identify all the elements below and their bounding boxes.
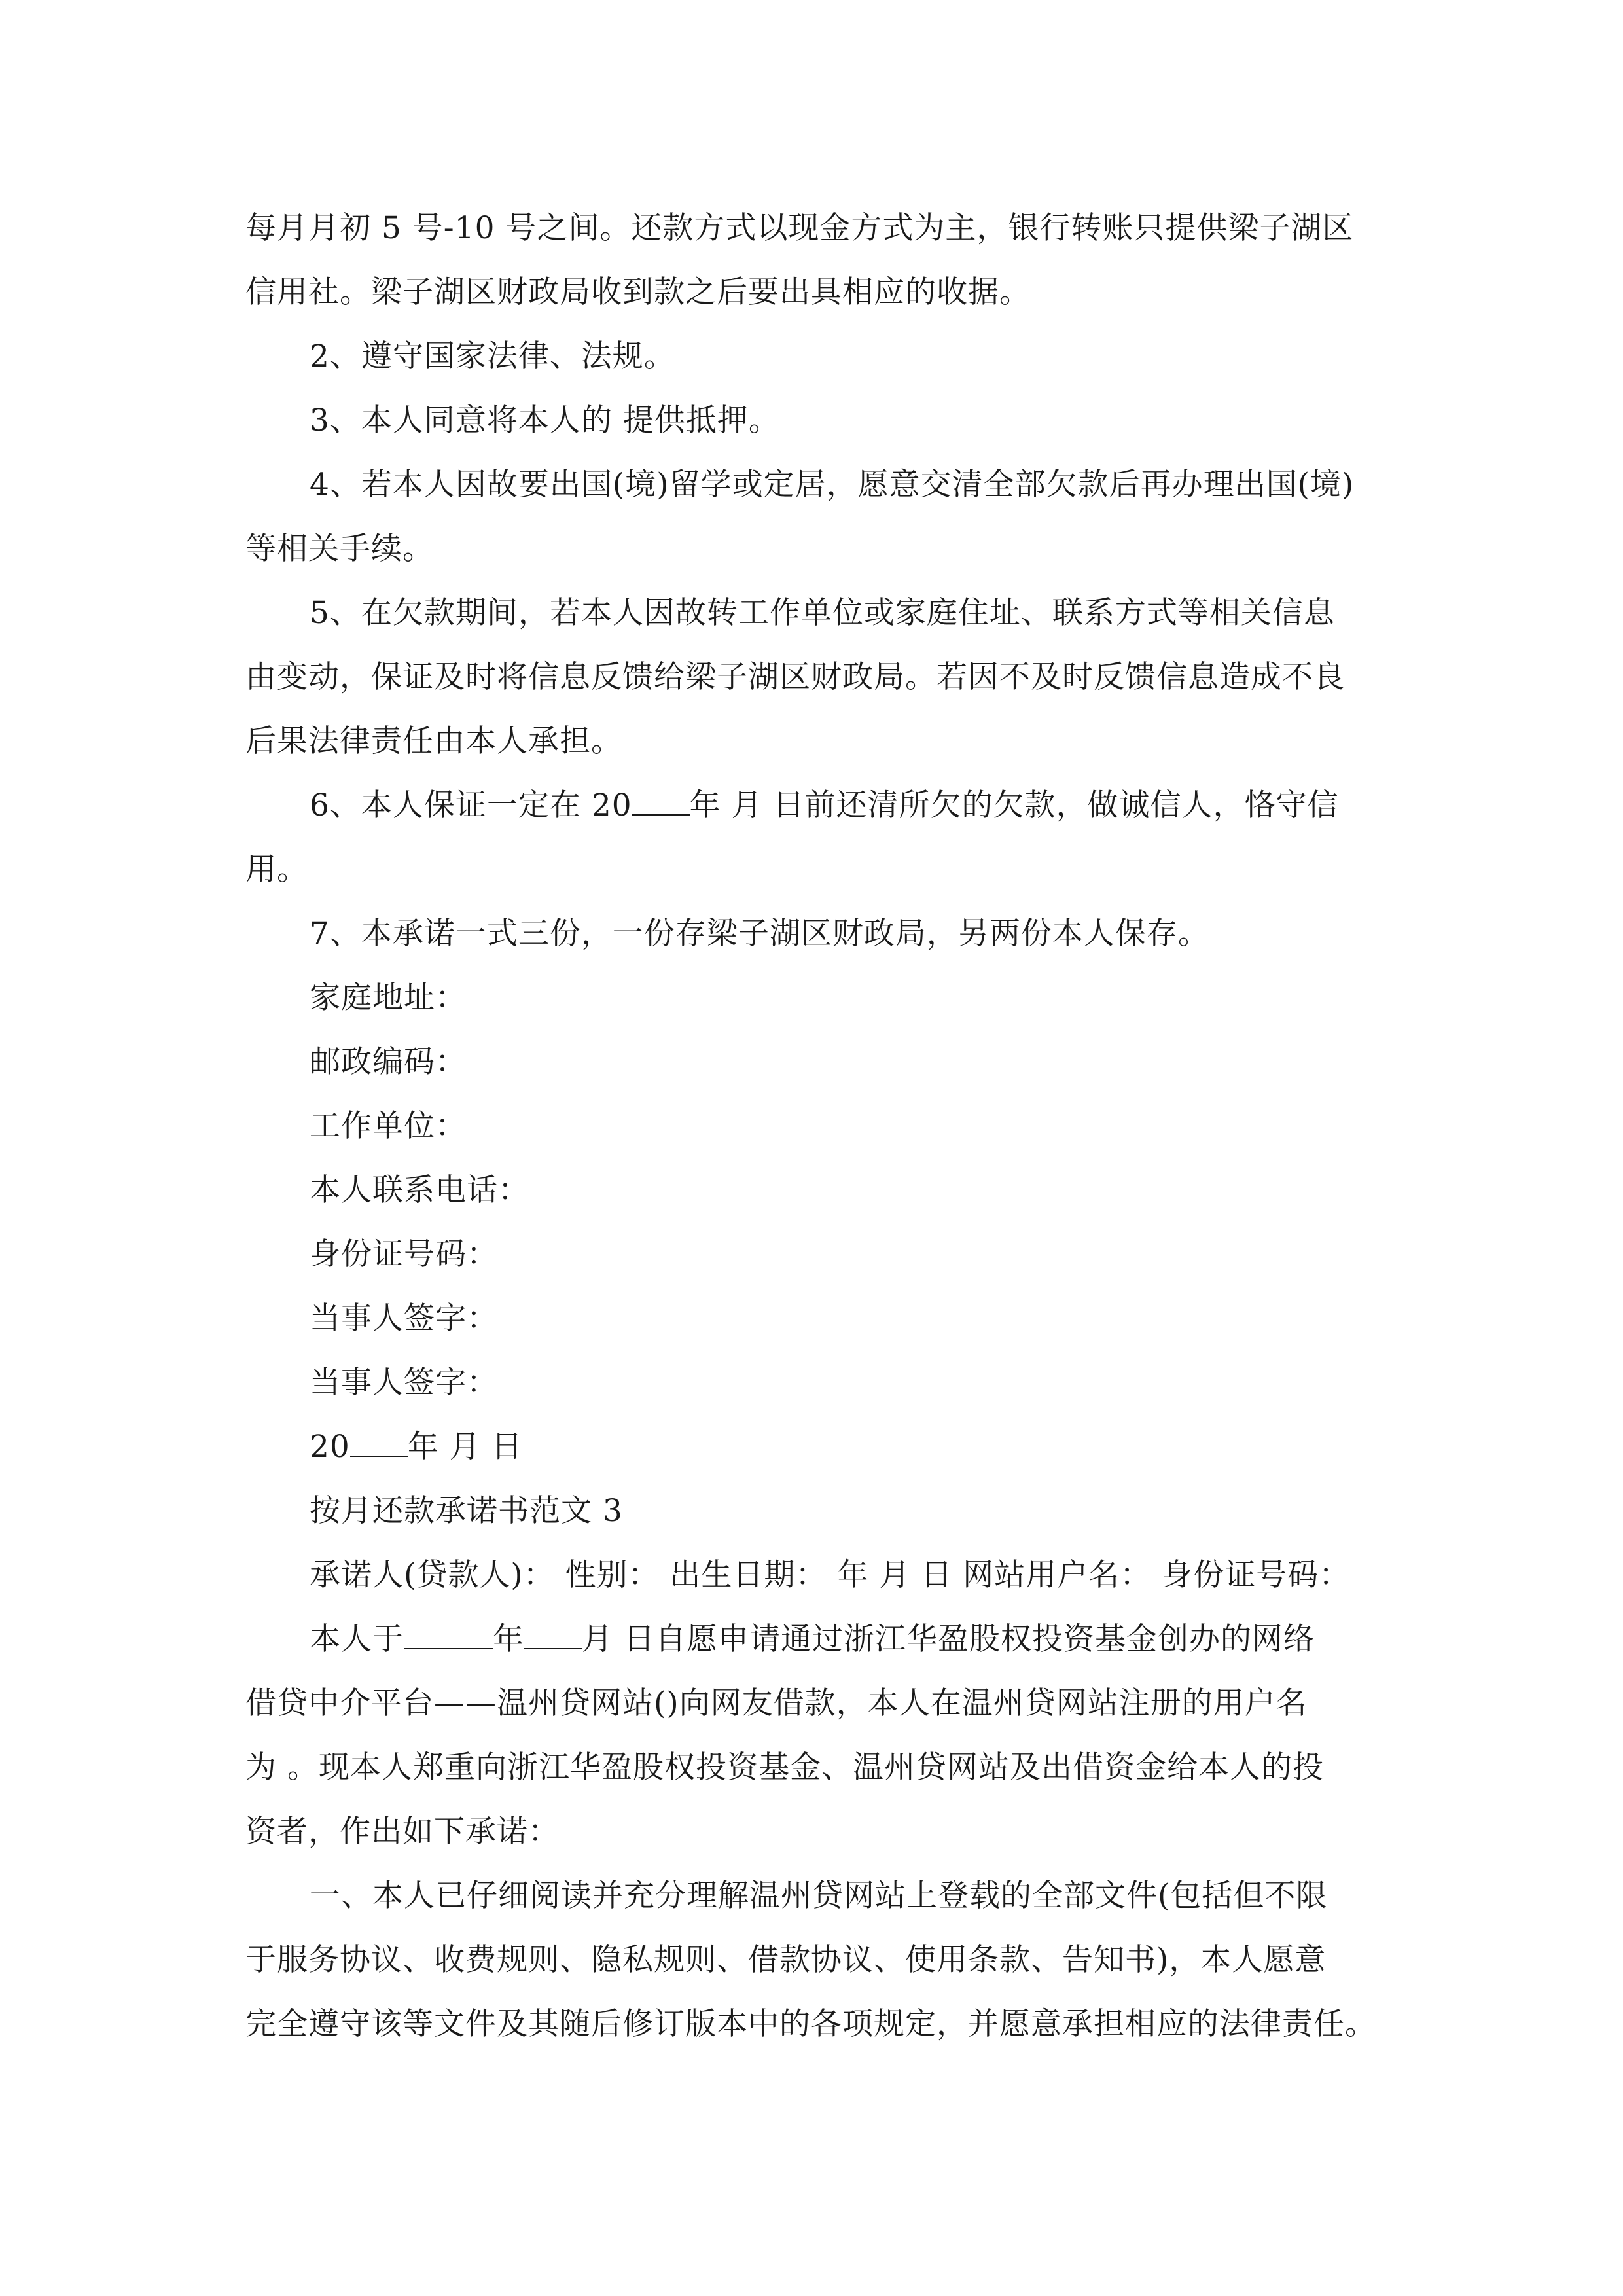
clause-6-end: 年 月 日前还清所欠的欠款，做诚信人，恪守信 bbox=[689, 787, 1339, 823]
month-blank bbox=[524, 1622, 582, 1649]
phone-label: 本人联系电话： bbox=[310, 1172, 529, 1208]
clause-6 bbox=[245, 774, 1378, 838]
application-line bbox=[245, 1607, 1378, 1672]
promisor-info-line: 承诺人(贷款人)： 性别： 出生日期： 年 月 日 网站用户名： 身份证号码： bbox=[310, 1557, 1351, 1593]
year-blank bbox=[632, 788, 690, 816]
paragraph-line: 资者，作出如下承诺： bbox=[245, 1814, 560, 1850]
document-page bbox=[245, 196, 1378, 2056]
signature-label-2: 当事人签字： bbox=[310, 1365, 498, 1401]
year-blank bbox=[404, 1622, 493, 1649]
date-line bbox=[245, 1415, 1378, 1479]
signature-label: 当事人签字： bbox=[310, 1300, 498, 1336]
paragraph-line: 用。 bbox=[245, 852, 308, 888]
paragraph-line: 信用社。梁子湖区财政局收到款之后要出具相应的收据。 bbox=[245, 274, 1031, 310]
paragraph-line: 为 。现本人郑重向浙江华盈股权投资基金、温州贷网站及出借资金给本人的投 bbox=[245, 1749, 1324, 1785]
paragraph-line: 等相关手续。 bbox=[245, 531, 434, 567]
section-title: 按月还款承诺书范文 3 bbox=[310, 1493, 623, 1529]
application-end: 月 日自愿申请通过浙江华盈股权投资基金创办的网络 bbox=[582, 1621, 1315, 1657]
id-number-label: 身份证号码： bbox=[310, 1236, 498, 1272]
clause-4: 4、若本人因故要出国(境)留学或定居，愿意交清全部欠款后再办理出国(境) bbox=[310, 467, 1355, 503]
date-suffix: 年 月 日 bbox=[407, 1429, 523, 1465]
home-address-label: 家庭地址： bbox=[310, 980, 467, 1016]
paragraph-line: 借贷中介平台——温州贷网站()向网友借款，本人在温州贷网站注册的用户名 bbox=[245, 1685, 1308, 1721]
clause-5: 5、在欠款期间，若本人因故转工作单位或家庭住址、联系方式等相关信息 bbox=[310, 595, 1335, 631]
paragraph-line: 每月月初 5 号-10 号之间。还款方式以现金方式为主，银行转账只提供梁子湖区 bbox=[245, 210, 1354, 246]
paragraph-line: 后果法律责任由本人承担。 bbox=[245, 723, 622, 759]
date-prefix: 20 bbox=[310, 1429, 350, 1465]
year-blank bbox=[350, 1429, 408, 1457]
clause-6-start: 6、本人保证一定在 20 bbox=[310, 787, 632, 823]
application-start: 本人于 bbox=[310, 1621, 404, 1657]
clause-7: 7、本承诺一式三份，一份存梁子湖区财政局，另两份本人保存。 bbox=[310, 916, 1209, 952]
year-label: 年 bbox=[493, 1621, 524, 1657]
paragraph-line: 由变动，保证及时将信息反馈给梁子湖区财政局。若因不及时反馈信息造成不良 bbox=[245, 659, 1345, 695]
postal-code-label: 邮政编码： bbox=[310, 1044, 467, 1080]
clause-3: 3、本人同意将本人的 提供抵押。 bbox=[310, 403, 780, 439]
clause-2: 2、遵守国家法律、法规。 bbox=[310, 338, 675, 374]
commitment-1: 一、本人已仔细阅读并充分理解温州贷网站上登载的全部文件(包括但不限 bbox=[310, 1878, 1328, 1914]
work-unit-label: 工作单位： bbox=[310, 1108, 467, 1144]
paragraph-line: 完全遵守该等文件及其随后修订版本中的各项规定，并愿意承担相应的法律责任。 bbox=[245, 2006, 1376, 2042]
paragraph-line: 于服务协议、收费规则、隐私规则、借款协议、使用条款、告知书)，本人愿意 bbox=[245, 1942, 1327, 1978]
